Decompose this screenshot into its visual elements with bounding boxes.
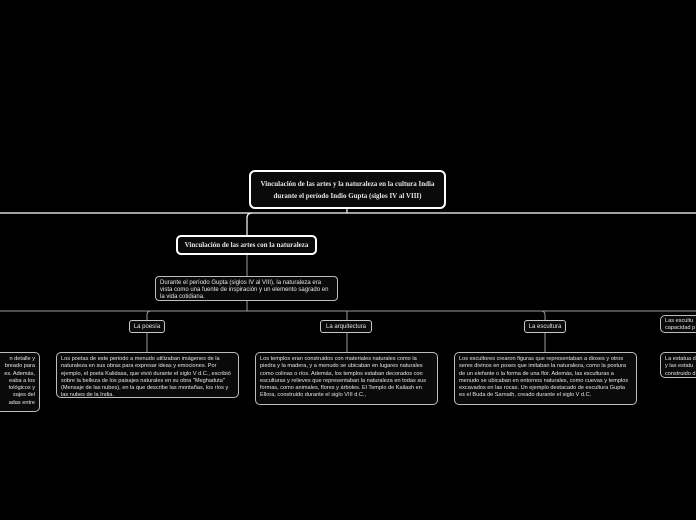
partial-right-label[interactable] xyxy=(660,315,696,333)
topic-sculpture-text: Los escultores crearon figuras que representaban a dioses y otros seres divinos en poses que imitaban la naturaleza, como la postura de un elefante o la forma de una flor. Además, las esculturas a menudo se ubicaban en entornos naturales, como cuevas y templos excavados en las rocas. Un ejemplo destacado de escultura Gupta es el Buda de Sarnath, creado durante el siglo V d.C. xyxy=(459,356,629,399)
topic-architecture-label: La arquitectura xyxy=(325,323,367,330)
partial-right-label-line: Las escultu xyxy=(665,318,694,324)
partial-right-label-line: capacidad p xyxy=(665,324,696,331)
topic-sculpture[interactable] xyxy=(524,320,566,333)
root-title-line2: durante el período Indio Gupta (siglos IV al VIII) xyxy=(273,191,422,200)
topic-poetry-text: Los poetas de este periodo a menudo utilizaban imágenes de la naturaleza en sus obras para expresar ideas y emociones. Por ejemplo, el poeta Kalidasa, que vivió durante el siglo V d.C., escribió sobre la belleza de los paisajes naturales en su obra "Meghaduta" (Mensaje de las nubes), en la que describe las montañas, los ríos y las nubes de la India. xyxy=(61,356,231,399)
topic-architecture[interactable] xyxy=(320,320,372,333)
partial-right-body[interactable] xyxy=(660,352,696,378)
partial-right-body-line: La estatua d xyxy=(665,356,696,362)
partial-left-line: eaba a los xyxy=(9,377,35,384)
partial-left-body[interactable] xyxy=(0,352,40,412)
intro-topic[interactable] xyxy=(155,276,338,301)
intro-text: Durante el período Gupta (siglos IV al VIII), la naturaleza era vista como una fuente de inspiración y un elemento sagrado en la vida cotidiana. xyxy=(160,280,329,301)
topic-poetry[interactable] xyxy=(129,320,165,333)
partial-left-line: breado para xyxy=(4,363,35,370)
partial-left-line: sajes del xyxy=(12,392,35,399)
topic-sculpture-body[interactable] xyxy=(454,352,637,405)
partial-left-line: tológicos y xyxy=(8,385,35,392)
branch-label: Vinculación de las artes con la naturaleza xyxy=(184,241,309,249)
partial-right-body-line: construido d xyxy=(665,370,696,377)
partial-left-line: es. Además, xyxy=(4,370,35,377)
root-topic[interactable] xyxy=(249,170,446,209)
topic-architecture-body[interactable] xyxy=(255,352,438,405)
partial-left-line: n detalle y xyxy=(9,356,35,362)
root-title-line1: Vinculación de las artes y la naturaleza en la cultura India xyxy=(260,179,435,188)
partial-right-body-line: y las estatu xyxy=(665,363,694,370)
topic-poetry-label: La poesía xyxy=(133,323,161,330)
branch-topic[interactable] xyxy=(176,235,317,255)
partial-left-line: adas entre xyxy=(8,399,35,406)
topic-architecture-text: Los templos eran construidos con materiales naturales como la piedra y la madera, y a menudo se ubicaban en lugares naturales como colinas o ríos. Además, los templos estaban decorados con esculturas y relieves que representaban la naturaleza en todas sus formas, como animales, flores y árboles. El Templo de Kailash en Ellora, construido durante el siglo VIII d.C., xyxy=(260,356,427,399)
topic-poetry-body[interactable] xyxy=(56,352,239,398)
topic-sculpture-label: La escultura xyxy=(528,323,562,330)
